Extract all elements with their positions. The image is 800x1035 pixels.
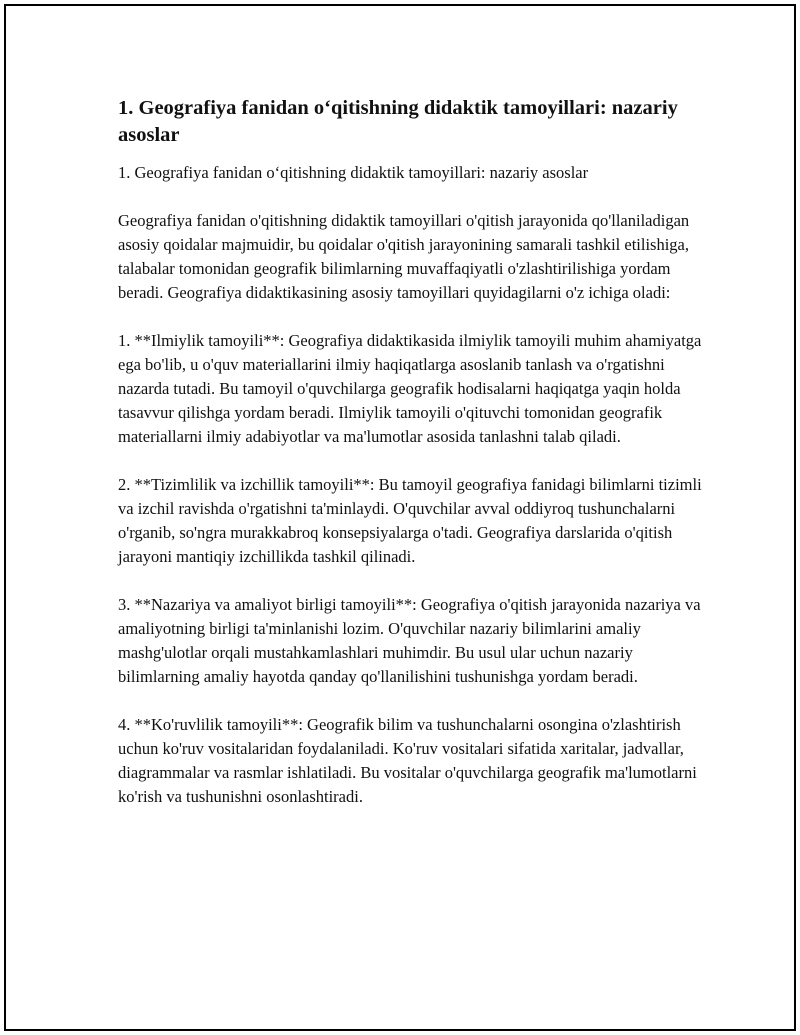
paragraph-principle-2: 2. **Tizimlilik va izchillik tamoyili**: Bu tamoyil geografiya fanidagi bilimlarni tizimli va izchil ravishda o'rgatishni ta'minlaydi. O'quvchilar avval oddiyroq tushunchalarni o'rganib, so'ngra murakkabroq konsepsiyalarga o'tadi. Geografiya darslarida o'qitish jarayoni mantiqiy izchillikda tashkil qilinadi. [118,475,702,566]
document-body [118,95,708,833]
paragraph-principle-1: 1. **Ilmiylik tamoyili**: Geografiya didaktikasida ilmiylik tamoyili muhim ahamiyatga ega bo'lib, u o'quv materiallarini ilmiy haqiqatlarga asoslanib tanlash va o'rgatishni nazarda tutadi. Bu tamoyil o'quvchilarga geografik hodisalarni haqiqatga yaqin holda tasavvur qilishga yordam beradi. Ilmiylik tamoyili o'qituvchi tomonidan geografik materiallarni ilmiy adabiyotlar va ma'lumotlar asosida tanlashni talab qiladi. [118,331,702,446]
paragraph-intro: Geografiya fanidan o'qitishning didaktik tamoyillari o'qitish jarayonida qo'llaniladigan asosiy qoidalar majmuidir, bu qoidalar o'qitish jarayonining samarali tashkil etilishiga, talabalar tomonidan geografik bilimlarning muvaffaqiyatli o'zlashtirilishiga yordam beradi. Geografiya didaktikasining asosiy tamoyillari quyidagilarni o'z ichiga oladi: [118,211,690,302]
document-subtitle: 1. Geografiya fanidan o‘qitishning didaktik tamoyillari: nazariy asoslar [118,163,589,182]
paragraph-principle-3: 3. **Nazariya va amaliyot birligi tamoyili**: Geografiya o'qitish jarayonida nazariya va amaliyotning birligi ta'minlanishi lozim. O'quvchilar nazariy bilimlarini amaliy mashg'ulotlar orqali mustahkamlashlari muhimdir. Bu usul ular uchun nazariy bilimlarning amaliy hayotda qanday qo'llanilishini tushunishga yordam beradi. [118,595,701,686]
document-title: 1. Geografiya fanidan o‘qitishning didaktik tamoyillari: nazariy asoslar [118,97,678,146]
paragraph-principle-4: 4. **Ko'ruvlilik tamoyili**: Geografik bilim va tushunchalarni osongina o'zlashtirish uchun ko'ruv vositalaridan foydalaniladi. Ko'ruv vositalari sifatida xaritalar, jadvallar, diagrammalar va rasmlar ishlatiladi. Bu vositalar o'quvchilarga geografik ma'lumotlarni ko'rish va tushunishni osonlashtiradi. [118,715,697,806]
